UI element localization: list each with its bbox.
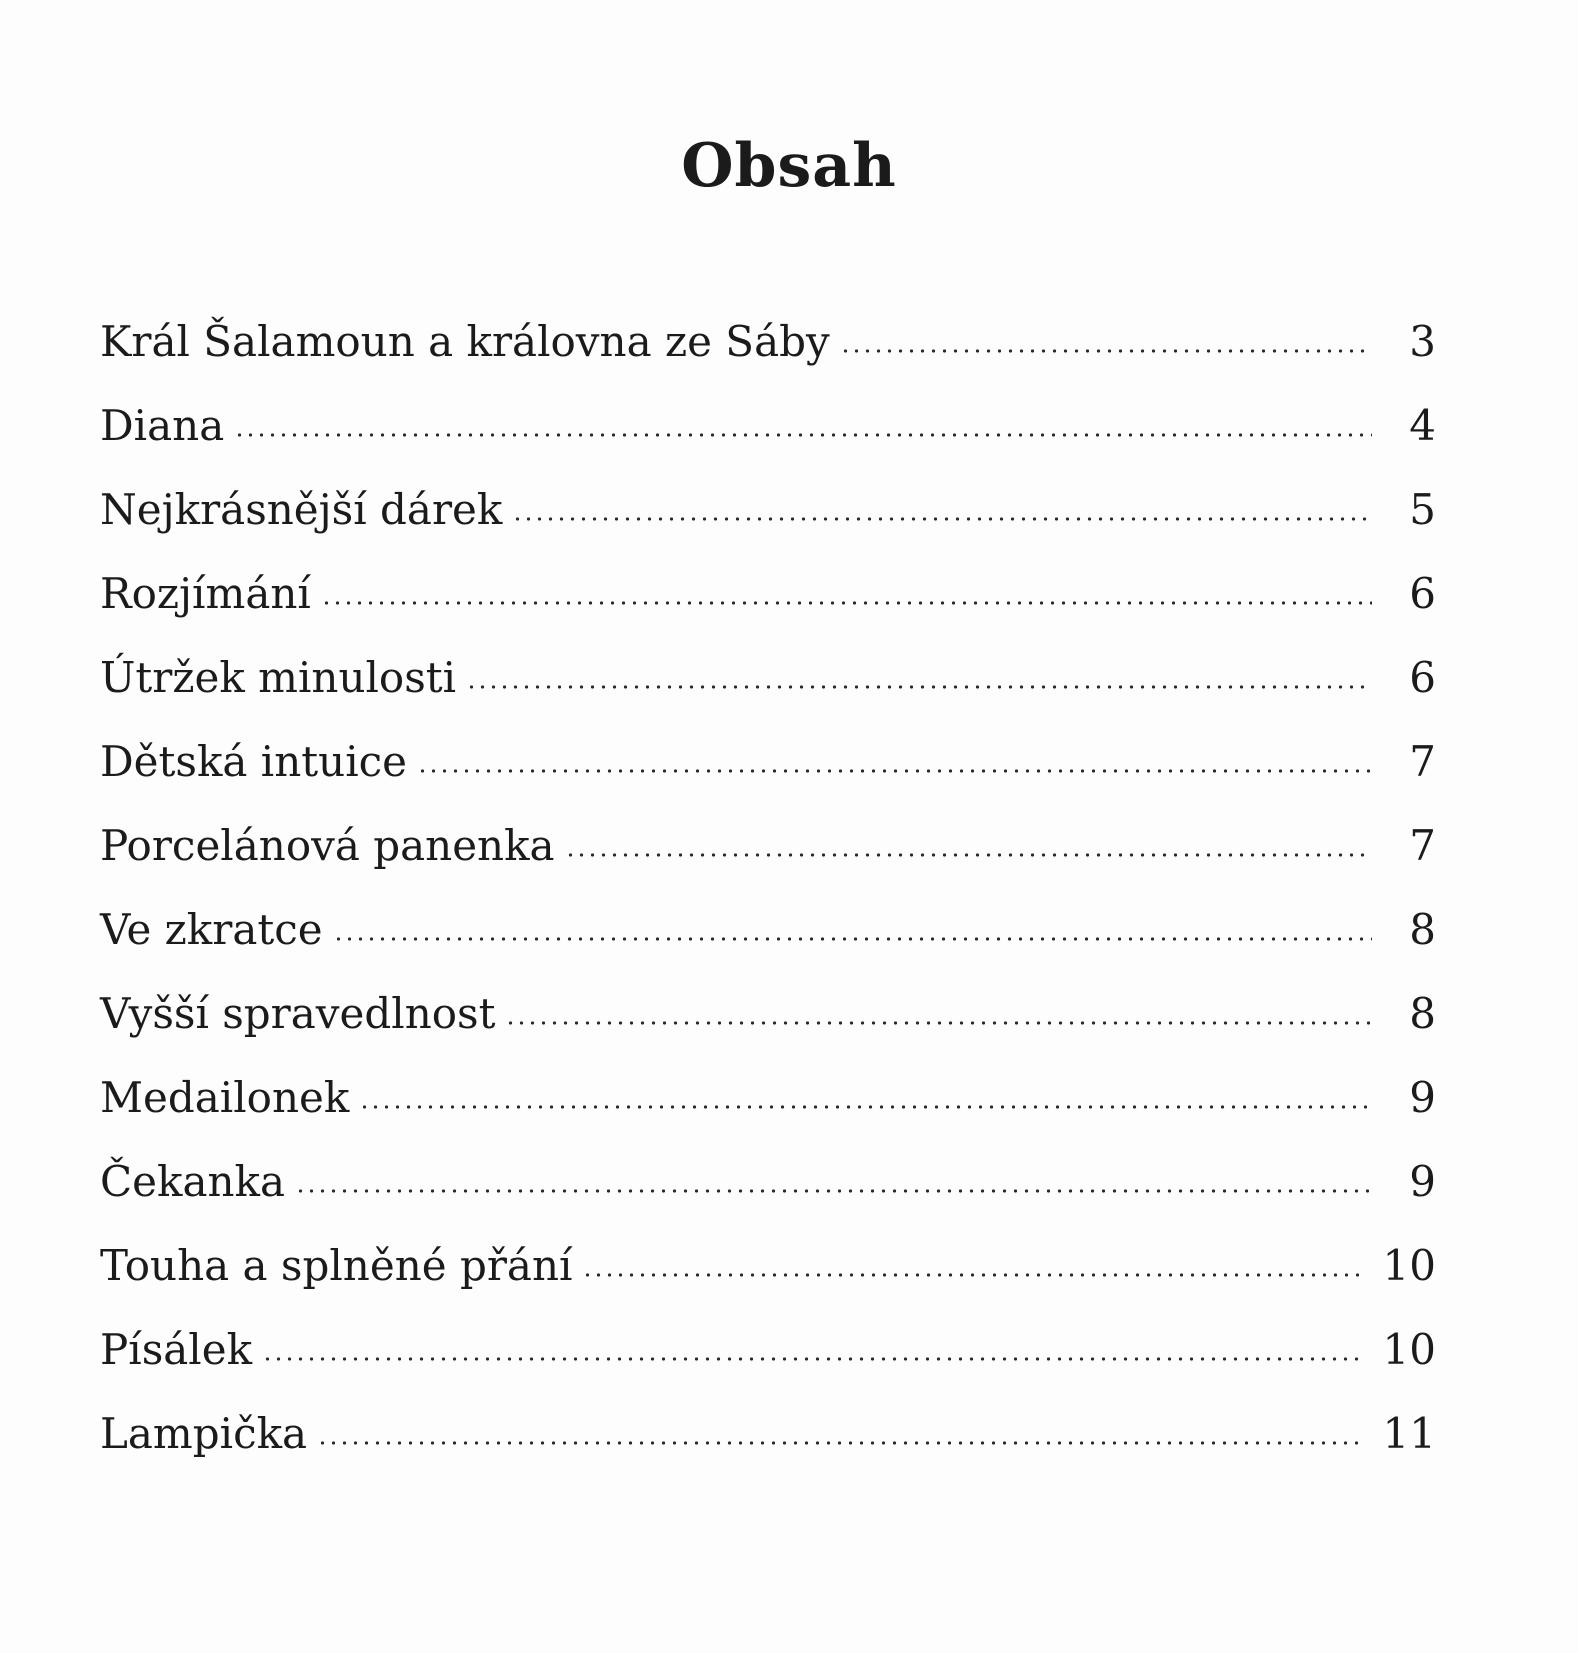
toc-page-number: 4 — [1409, 401, 1436, 450]
table-of-contents — [100, 300, 1436, 1476]
toc-dot-leader — [840, 349, 1372, 353]
toc-entry-title: Lampička — [100, 1409, 308, 1458]
toc-entry-title: Porcelánová panenka — [100, 821, 555, 870]
toc-entry — [100, 300, 1436, 384]
toc-dot-leader — [295, 1189, 1372, 1193]
toc-page-number: 8 — [1409, 989, 1436, 1038]
toc-entry — [100, 1056, 1436, 1140]
toc-entry-title: Písálek — [100, 1325, 253, 1374]
toc-entry-title: Rozjímání — [100, 569, 311, 618]
toc-entry — [100, 1224, 1436, 1308]
toc-dot-leader — [466, 685, 1372, 689]
toc-entry-title: Útržek minulosti — [100, 653, 457, 702]
page-title: Obsah — [681, 131, 897, 201]
toc-dot-leader — [359, 1105, 1372, 1109]
toc-page-number: 8 — [1409, 905, 1436, 954]
toc-entry — [100, 972, 1436, 1056]
toc-entry-title: Medailonek — [100, 1073, 350, 1122]
toc-dot-leader — [262, 1357, 1363, 1361]
toc-entry-title: Touha a splněné přání — [100, 1241, 573, 1290]
toc-entry-title: Diana — [100, 401, 225, 450]
toc-entry-title: Ve zkratce — [100, 905, 323, 954]
toc-dot-leader — [317, 1441, 1362, 1445]
toc-entry-title: Král Šalamoun a královna ze Sáby — [100, 317, 830, 366]
toc-page-number: 7 — [1409, 737, 1436, 786]
toc-entry — [100, 1140, 1436, 1224]
toc-page-number: 5 — [1409, 485, 1436, 534]
toc-entry-title: Vyšší spravedlnost — [100, 989, 496, 1038]
toc-entry — [100, 468, 1436, 552]
toc-entry-title: Dětská intuice — [100, 737, 408, 786]
toc-page-number: 6 — [1409, 653, 1436, 702]
toc-page-number: 10 — [1382, 1241, 1436, 1290]
toc-entry — [100, 1308, 1436, 1392]
toc-entry — [100, 1392, 1436, 1476]
toc-page-number: 7 — [1409, 821, 1436, 870]
toc-entry — [100, 888, 1436, 972]
toc-page-number: 9 — [1409, 1157, 1436, 1206]
toc-entry — [100, 804, 1436, 888]
toc-dot-leader — [565, 853, 1372, 857]
toc-dot-leader — [417, 769, 1372, 773]
toc-page-number: 3 — [1409, 317, 1436, 366]
toc-dot-leader — [321, 601, 1372, 605]
toc-dot-leader — [333, 937, 1372, 941]
toc-page-number: 9 — [1409, 1073, 1436, 1122]
toc-page-number: 11 — [1382, 1409, 1436, 1458]
toc-entry-title: Čekanka — [100, 1157, 286, 1206]
toc-dot-leader — [512, 517, 1372, 521]
toc-entry — [100, 552, 1436, 636]
toc-entry — [100, 384, 1436, 468]
toc-dot-leader — [582, 1273, 1362, 1277]
toc-dot-leader — [234, 433, 1372, 437]
toc-dot-leader — [505, 1021, 1372, 1025]
toc-page-number: 10 — [1382, 1325, 1436, 1374]
toc-entry — [100, 636, 1436, 720]
toc-entry — [100, 720, 1436, 804]
toc-entry-title: Nejkrásnější dárek — [100, 485, 503, 534]
toc-page-number: 6 — [1409, 569, 1436, 618]
